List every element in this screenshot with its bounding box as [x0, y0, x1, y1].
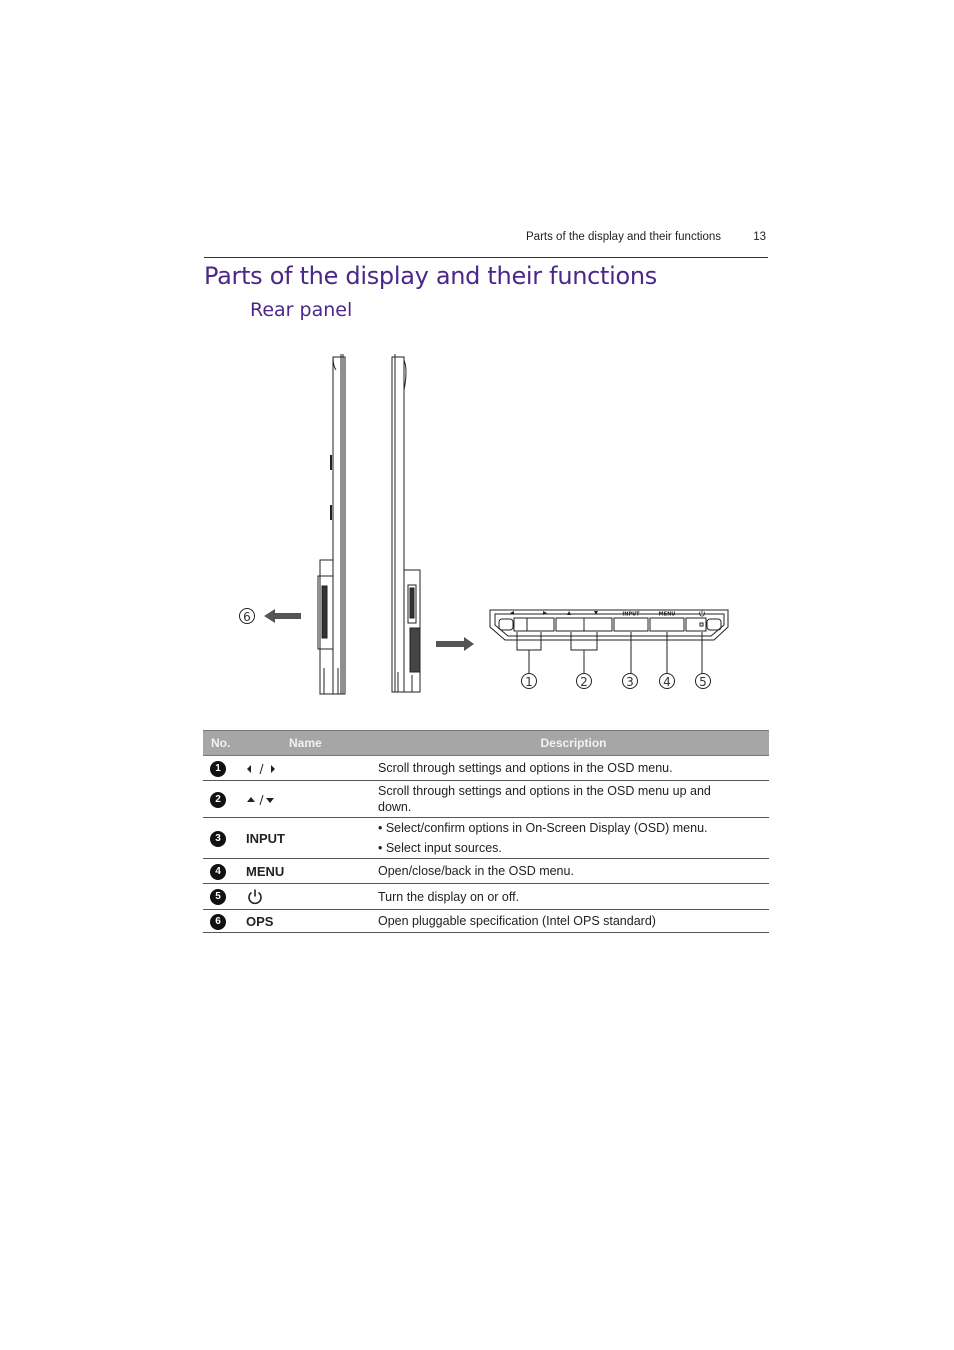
up-arrow-icon [567, 611, 571, 615]
row-description-bullet: • Select/confirm options in On-Screen Display (OSD) menu. [378, 821, 708, 835]
row-number-badge: 1 [210, 761, 226, 777]
panel-glyphs [510, 611, 598, 615]
row-description: Open/close/back in the OSD menu. [378, 859, 769, 884]
left-right-arrows-icon [246, 763, 276, 775]
row-name: INPUT [244, 818, 378, 859]
arrow-left-icon [264, 609, 301, 623]
up-down-arrows-icon [246, 794, 276, 806]
direction-arrows [264, 609, 474, 651]
callout-5: 5 [699, 675, 707, 689]
down-arrow-icon [594, 611, 598, 615]
row-name: MENU [244, 859, 378, 884]
row-description: Scroll through settings and options in the OSD menu. [378, 756, 769, 781]
row-number-badge: 4 [210, 864, 226, 880]
row-description: Turn the display on or off. [378, 884, 769, 910]
panel-label-input: INPUT [622, 611, 640, 618]
row-number-badge: 3 [210, 831, 226, 847]
side-view-left-illustration [318, 354, 345, 694]
table-header-row [203, 731, 769, 756]
callout-2: 2 [580, 675, 588, 689]
callout-6: 6 [243, 610, 251, 624]
header-name: Name [244, 731, 378, 756]
running-header [204, 230, 768, 258]
right-arrow-icon [543, 611, 547, 615]
header-no: No. [203, 731, 244, 756]
control-panel-illustration [240, 609, 729, 689]
table-row [203, 884, 769, 910]
left-arrow-icon [510, 611, 514, 615]
arrow-right-icon [436, 637, 474, 651]
row-number-badge: 6 [210, 914, 226, 930]
section-title: Rear panel [250, 299, 353, 321]
table-row [203, 859, 769, 884]
row-number-badge: 5 [210, 889, 226, 905]
callout-3: 3 [626, 675, 634, 689]
table-row [203, 756, 769, 781]
callout-1: 1 [525, 675, 533, 689]
table-row [203, 781, 769, 818]
table-row [203, 910, 769, 933]
parts-table [203, 730, 769, 933]
row-name: OPS [244, 910, 378, 933]
table-row [203, 818, 769, 859]
row-number-badge: 2 [210, 792, 226, 808]
running-header-title: Parts of the display and their functions [526, 231, 721, 243]
power-icon [246, 888, 264, 906]
row-description-bullet: • Select input sources. [378, 841, 502, 855]
panel-label-menu: MENU [658, 611, 676, 618]
header-description: Description [378, 731, 769, 756]
callout-4: 4 [663, 675, 671, 689]
page-number: 13 [753, 231, 766, 243]
row-description: Open pluggable specification (Intel OPS standard) [378, 910, 769, 933]
side-view-right-illustration [392, 354, 420, 692]
page-title: Parts of the display and their functions [204, 262, 658, 290]
row-description: Scroll through settings and options in the OSD menu up and down. [378, 781, 769, 818]
